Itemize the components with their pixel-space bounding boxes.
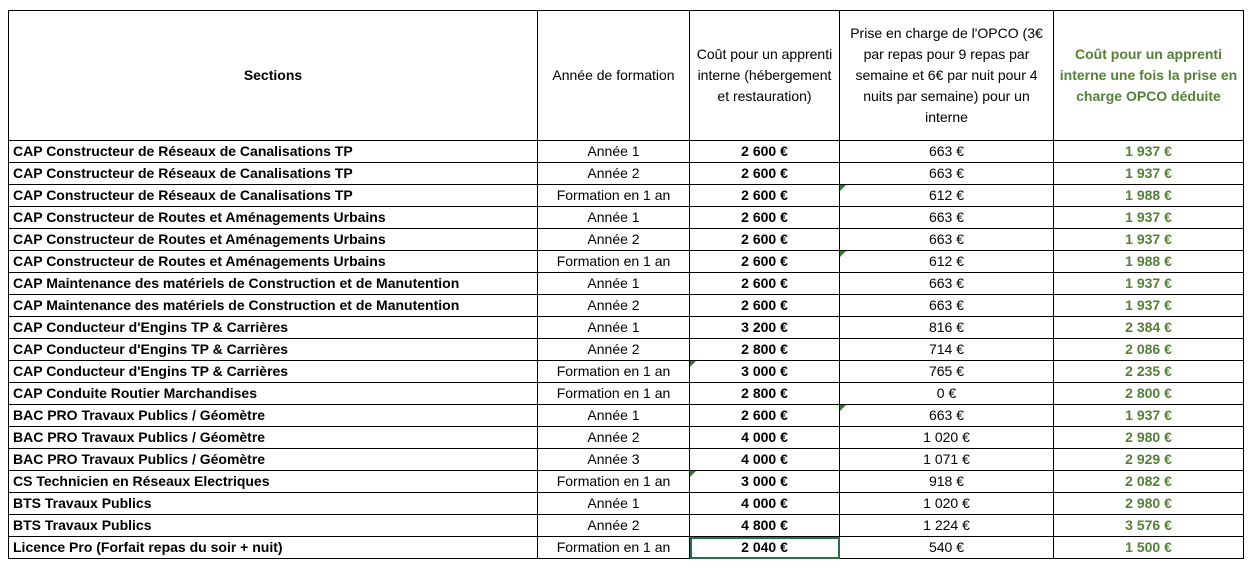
cell-net[interactable]: 2 929 € xyxy=(1054,449,1244,471)
cell-cout[interactable]: 4 000 € xyxy=(690,427,840,449)
table-row xyxy=(9,471,1244,493)
cell-cout[interactable]: 4 000 € xyxy=(690,493,840,515)
cell-opco[interactable]: 765 € xyxy=(840,361,1054,383)
table-row xyxy=(9,449,1244,471)
cell-section[interactable]: CAP Constructeur de Réseaux de Canalisations TP xyxy=(9,185,538,207)
cell-opco[interactable]: 0 € xyxy=(840,383,1054,405)
header-cout[interactable]: Coût pour un apprenti interne (hébergement et restauration) xyxy=(690,11,840,141)
table-row xyxy=(9,295,1244,317)
cell-opco[interactable]: 540 € xyxy=(840,537,1054,559)
cell-net[interactable]: 1 937 € xyxy=(1054,405,1244,427)
table-row xyxy=(9,537,1244,559)
cell-opco[interactable]: 714 € xyxy=(840,339,1054,361)
cell-cout[interactable]: 2 600 € xyxy=(690,405,840,427)
cell-annee[interactable]: Année 1 xyxy=(538,317,690,339)
table-row xyxy=(9,493,1244,515)
cell-cout[interactable]: 3 000 € xyxy=(690,361,840,383)
header-sections[interactable]: Sections xyxy=(9,11,538,141)
cell-section[interactable]: CAP Constructeur de Routes et Aménagements Urbains xyxy=(9,207,538,229)
cell-cout[interactable]: 2 800 € xyxy=(690,383,840,405)
cell-net[interactable]: 1 937 € xyxy=(1054,295,1244,317)
cell-annee[interactable]: Année 2 xyxy=(538,515,690,537)
table-row xyxy=(9,405,1244,427)
header-opco[interactable]: Prise en charge de l'OPCO (3€ par repas pour 9 repas par semaine et 6€ par nuit pour 4 nuits par semaine) pour un interne xyxy=(840,11,1054,141)
table-body xyxy=(9,141,1244,559)
table-row xyxy=(9,427,1244,449)
cell-cout[interactable]: 2 600 € xyxy=(690,141,840,163)
cell-section[interactable]: CAP Conducteur d'Engins TP & Carrières xyxy=(9,317,538,339)
cell-opco[interactable]: 1 020 € xyxy=(840,493,1054,515)
cell-opco[interactable]: 663 € xyxy=(840,295,1054,317)
cell-section[interactable]: Licence Pro (Forfait repas du soir + nuit) xyxy=(9,537,538,559)
cell-net[interactable]: 1 937 € xyxy=(1054,229,1244,251)
cell-section[interactable]: CAP Constructeur de Réseaux de Canalisations TP xyxy=(9,141,538,163)
cell-section[interactable]: CAP Constructeur de Routes et Aménagements Urbains xyxy=(9,229,538,251)
cell-annee[interactable]: Année 2 xyxy=(538,229,690,251)
header-annee[interactable]: Année de formation xyxy=(538,11,690,141)
cell-cout[interactable]: 4 800 € xyxy=(690,515,840,537)
cell-section[interactable]: CAP Maintenance des matériels de Construction et de Manutention xyxy=(9,273,538,295)
cell-cout[interactable]: 3 000 € xyxy=(690,471,840,493)
table-header xyxy=(9,11,1244,141)
cell-annee[interactable]: Année 2 xyxy=(538,339,690,361)
cell-cout[interactable]: 2 600 € xyxy=(690,295,840,317)
cell-net[interactable]: 1 937 € xyxy=(1054,207,1244,229)
cell-annee[interactable]: Année 1 xyxy=(538,493,690,515)
cell-opco[interactable]: 612 € xyxy=(840,185,1054,207)
cell-cout[interactable]: 2 600 € xyxy=(690,207,840,229)
table-row xyxy=(9,141,1244,163)
cell-net[interactable]: 2 384 € xyxy=(1054,317,1244,339)
table-row xyxy=(9,273,1244,295)
cell-opco[interactable]: 1 020 € xyxy=(840,427,1054,449)
table-row xyxy=(9,361,1244,383)
cell-section[interactable]: BAC PRO Travaux Publics / Géomètre xyxy=(9,427,538,449)
cell-cout[interactable]: 2 600 € xyxy=(690,163,840,185)
cell-annee[interactable]: Année 3 xyxy=(538,449,690,471)
table-row xyxy=(9,207,1244,229)
cell-annee[interactable]: Formation en 1 an xyxy=(538,383,690,405)
cell-opco[interactable]: 663 € xyxy=(840,141,1054,163)
cell-net[interactable]: 2 082 € xyxy=(1054,471,1244,493)
cell-annee[interactable]: Année 2 xyxy=(538,163,690,185)
cell-opco[interactable]: 1 224 € xyxy=(840,515,1054,537)
cell-net[interactable]: 2 086 € xyxy=(1054,339,1244,361)
cell-opco[interactable]: 918 € xyxy=(840,471,1054,493)
cell-annee[interactable]: Formation en 1 an xyxy=(538,471,690,493)
cell-net[interactable]: 1 937 € xyxy=(1054,163,1244,185)
cell-net[interactable]: 1 937 € xyxy=(1054,141,1244,163)
cell-cout[interactable]: 2 600 € xyxy=(690,185,840,207)
cell-annee[interactable]: Année 1 xyxy=(538,207,690,229)
cell-annee[interactable]: Formation en 1 an xyxy=(538,251,690,273)
cell-cout[interactable]: 2 600 € xyxy=(690,229,840,251)
cell-net[interactable]: 2 235 € xyxy=(1054,361,1244,383)
cell-opco[interactable]: 663 € xyxy=(840,273,1054,295)
header-row xyxy=(9,11,1244,141)
table-row xyxy=(9,515,1244,537)
cell-opco[interactable]: 816 € xyxy=(840,317,1054,339)
cell-section[interactable]: CAP Conduite Routier Marchandises xyxy=(9,383,538,405)
cell-cout[interactable]: 2 800 € xyxy=(690,339,840,361)
cell-net[interactable]: 1 500 € xyxy=(1054,537,1244,559)
table-row xyxy=(9,383,1244,405)
cell-net[interactable]: 1 937 € xyxy=(1054,273,1244,295)
cell-opco[interactable]: 663 € xyxy=(840,405,1054,427)
cell-net[interactable]: 1 988 € xyxy=(1054,251,1244,273)
cell-opco[interactable]: 1 071 € xyxy=(840,449,1054,471)
header-net[interactable]: Coût pour un apprenti interne une fois la prise en charge OPCO déduite xyxy=(1054,11,1244,141)
cell-annee[interactable]: Année 1 xyxy=(538,141,690,163)
cell-annee[interactable]: Formation en 1 an xyxy=(538,361,690,383)
cell-annee[interactable]: Formation en 1 an xyxy=(538,185,690,207)
cell-net[interactable]: 2 980 € xyxy=(1054,427,1244,449)
cell-section[interactable]: CAP Conducteur d'Engins TP & Carrières xyxy=(9,361,538,383)
cell-net[interactable]: 3 576 € xyxy=(1054,515,1244,537)
cell-cout[interactable]: 2 600 € xyxy=(690,273,840,295)
table-row xyxy=(9,317,1244,339)
cell-annee[interactable]: Formation en 1 an xyxy=(538,537,690,559)
cell-net[interactable]: 2 980 € xyxy=(1054,493,1244,515)
cell-section[interactable]: BAC PRO Travaux Publics / Géomètre xyxy=(9,405,538,427)
cell-opco[interactable]: 663 € xyxy=(840,207,1054,229)
cell-opco[interactable]: 663 € xyxy=(840,163,1054,185)
table-row xyxy=(9,185,1244,207)
cell-section[interactable]: CAP Constructeur de Réseaux de Canalisations TP xyxy=(9,163,538,185)
cell-net[interactable]: 2 800 € xyxy=(1054,383,1244,405)
cell-section[interactable]: CAP Maintenance des matériels de Construction et de Manutention xyxy=(9,295,538,317)
cell-section[interactable]: BAC PRO Travaux Publics / Géomètre xyxy=(9,449,538,471)
cell-cout-selected[interactable]: 2 040 € xyxy=(690,537,840,559)
cell-annee[interactable]: Année 1 xyxy=(538,273,690,295)
cell-annee[interactable]: Année 1 xyxy=(538,405,690,427)
cell-section[interactable]: CAP Conducteur d'Engins TP & Carrières xyxy=(9,339,538,361)
cell-section[interactable]: BTS Travaux Publics xyxy=(9,493,538,515)
cell-annee[interactable]: Année 2 xyxy=(538,295,690,317)
cell-opco[interactable]: 663 € xyxy=(840,229,1054,251)
cell-net[interactable]: 1 988 € xyxy=(1054,185,1244,207)
cell-annee[interactable]: Année 2 xyxy=(538,427,690,449)
cell-section[interactable]: BTS Travaux Publics xyxy=(9,515,538,537)
table-row xyxy=(9,251,1244,273)
cell-section[interactable]: CAP Constructeur de Routes et Aménagements Urbains xyxy=(9,251,538,273)
cell-opco[interactable]: 612 € xyxy=(840,251,1054,273)
cell-cout[interactable]: 2 600 € xyxy=(690,251,840,273)
cost-table xyxy=(8,10,1244,559)
table-row xyxy=(9,339,1244,361)
cell-cout[interactable]: 3 200 € xyxy=(690,317,840,339)
cell-section[interactable]: CS Technicien en Réseaux Electriques xyxy=(9,471,538,493)
table-row xyxy=(9,229,1244,251)
cell-cout[interactable]: 4 000 € xyxy=(690,449,840,471)
table-row xyxy=(9,163,1244,185)
